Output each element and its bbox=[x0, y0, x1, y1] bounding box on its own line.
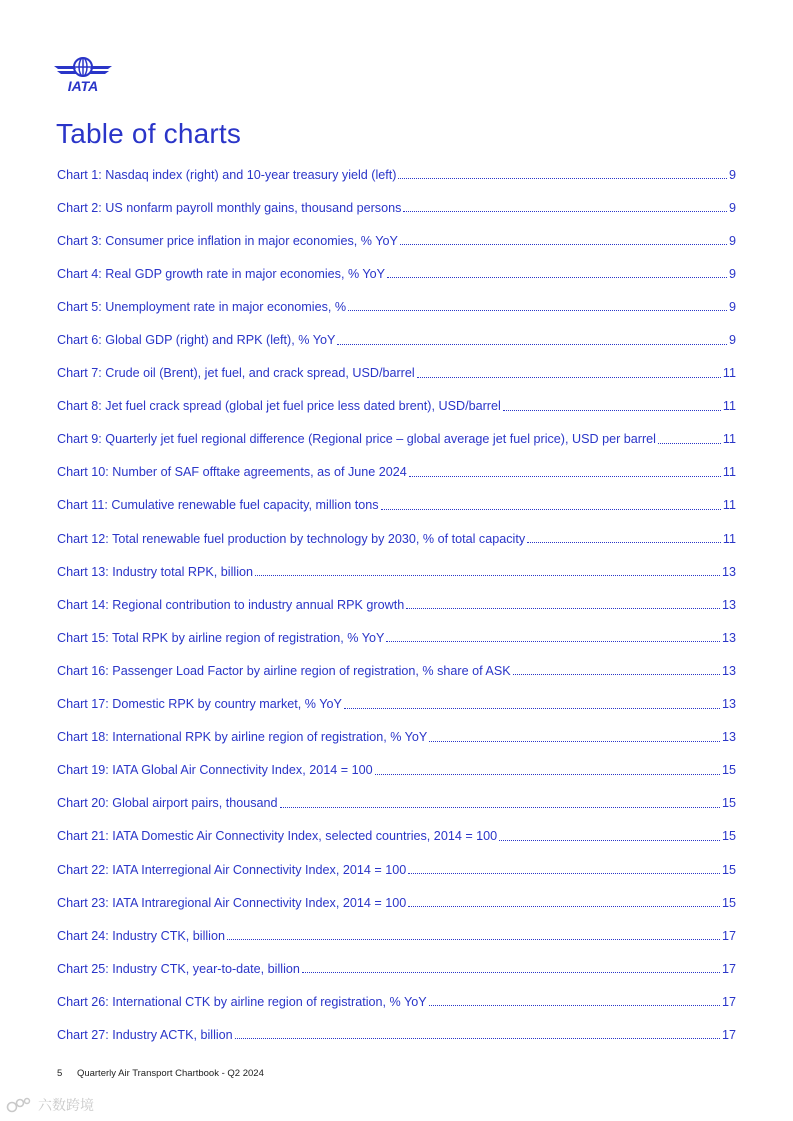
footer-title: Quarterly Air Transport Chartbook - Q2 2024 bbox=[76, 1068, 264, 1079]
toc-entry-page[interactable]: 9 bbox=[728, 200, 736, 215]
toc-entry-page[interactable]: 15 bbox=[721, 763, 736, 778]
toc-entry[interactable] bbox=[57, 754, 736, 787]
toc-entry[interactable] bbox=[57, 919, 736, 952]
toc-entry[interactable] bbox=[57, 721, 736, 754]
toc-entry[interactable] bbox=[57, 390, 736, 423]
toc-entry-page[interactable]: 15 bbox=[721, 862, 736, 877]
toc-entry[interactable] bbox=[57, 787, 736, 820]
toc-entry-label[interactable]: Chart 12: Total renewable fuel production by technology by 2030, % of total capacity bbox=[57, 531, 526, 546]
toc-entry-label[interactable]: Chart 6: Global GDP (right) and RPK (left), % YoY bbox=[57, 333, 336, 348]
toc-dot-leader bbox=[503, 410, 721, 411]
toc-dot-leader bbox=[408, 906, 720, 907]
toc-entry-label[interactable]: Chart 8: Jet fuel crack spread (global jet fuel price less dated brent), USD/barrel bbox=[57, 399, 501, 414]
toc-entry-label[interactable]: Chart 22: IATA Interregional Air Connectivity Index, 2014 = 100 bbox=[57, 862, 407, 877]
toc-entry-page[interactable]: 15 bbox=[721, 829, 736, 844]
toc-entry[interactable] bbox=[57, 555, 736, 588]
toc-entry[interactable] bbox=[57, 224, 736, 257]
toc-entry[interactable] bbox=[57, 456, 736, 489]
toc-entry[interactable] bbox=[57, 886, 736, 919]
table-of-charts bbox=[57, 158, 736, 1052]
toc-entry-page[interactable]: 11 bbox=[722, 366, 736, 381]
toc-dot-leader bbox=[429, 741, 720, 742]
toc-dot-leader bbox=[403, 211, 727, 212]
toc-dot-leader bbox=[429, 1005, 720, 1006]
toc-entry-page[interactable]: 13 bbox=[721, 597, 736, 612]
toc-entry-label[interactable]: Chart 10: Number of SAF offtake agreements, as of June 2024 bbox=[57, 465, 407, 480]
toc-entry[interactable] bbox=[57, 158, 736, 191]
toc-entry-label[interactable]: Chart 19: IATA Global Air Connectivity Index, 2014 = 100 bbox=[57, 763, 373, 778]
toc-entry[interactable] bbox=[57, 952, 736, 985]
toc-entry-label[interactable]: Chart 1: Nasdaq index (right) and 10-year treasury yield (left) bbox=[57, 167, 397, 182]
toc-entry-page[interactable]: 9 bbox=[728, 299, 736, 314]
toc-entry-page[interactable]: 15 bbox=[721, 895, 736, 910]
toc-entry-label[interactable]: Chart 11: Cumulative renewable fuel capacity, million tons bbox=[57, 498, 379, 513]
toc-dot-leader bbox=[408, 873, 720, 874]
toc-entry-page[interactable]: 9 bbox=[728, 266, 736, 281]
toc-entry[interactable] bbox=[57, 423, 736, 456]
toc-entry-page[interactable]: 13 bbox=[721, 730, 736, 745]
toc-entry-label[interactable]: Chart 13: Industry total RPK, billion bbox=[57, 564, 253, 579]
footer-page-number: 5 bbox=[57, 1068, 63, 1079]
toc-dot-leader bbox=[235, 1038, 720, 1039]
toc-entry[interactable] bbox=[57, 257, 736, 290]
toc-entry[interactable] bbox=[57, 357, 736, 390]
toc-entry-label[interactable]: Chart 23: IATA Intraregional Air Connectivity Index, 2014 = 100 bbox=[57, 895, 407, 910]
toc-dot-leader bbox=[375, 774, 720, 775]
toc-entry-page[interactable]: 13 bbox=[721, 697, 736, 712]
toc-dot-leader bbox=[255, 575, 720, 576]
toc-entry-page[interactable]: 17 bbox=[721, 928, 736, 943]
toc-entry-label[interactable]: Chart 27: Industry ACTK, billion bbox=[57, 1027, 233, 1042]
toc-dot-leader bbox=[227, 939, 720, 940]
watermark-logo-icon bbox=[6, 1096, 36, 1114]
toc-entry[interactable] bbox=[57, 621, 736, 654]
toc-entry-page[interactable]: 17 bbox=[721, 961, 736, 976]
toc-entry-label[interactable]: Chart 9: Quarterly jet fuel regional difference (Regional price – global average jet fuel price), USD per barrel bbox=[57, 432, 656, 447]
toc-entry-label[interactable]: Chart 14: Regional contribution to industry annual RPK growth bbox=[57, 597, 405, 612]
toc-entry-label[interactable]: Chart 21: IATA Domestic Air Connectivity Index, selected countries, 2014 = 100 bbox=[57, 829, 498, 844]
toc-entry-label[interactable]: Chart 7: Crude oil (Brent), jet fuel, and crack spread, USD/barrel bbox=[57, 366, 415, 381]
watermark bbox=[6, 1094, 94, 1116]
toc-entry-page[interactable]: 13 bbox=[721, 663, 736, 678]
toc-dot-leader bbox=[658, 443, 721, 444]
toc-dot-leader bbox=[513, 674, 720, 675]
toc-entry-page[interactable]: 9 bbox=[728, 333, 736, 348]
toc-entry-page[interactable]: 11 bbox=[722, 498, 736, 513]
toc-entry-page[interactable]: 11 bbox=[722, 531, 736, 546]
toc-dot-leader bbox=[387, 277, 727, 278]
toc-entry[interactable] bbox=[57, 290, 736, 323]
toc-entry-label[interactable]: Chart 20: Global airport pairs, thousand bbox=[57, 796, 278, 811]
toc-entry[interactable] bbox=[57, 853, 736, 886]
logo-text: IATA bbox=[67, 78, 99, 94]
toc-entry-label[interactable]: Chart 5: Unemployment rate in major economies, % bbox=[57, 299, 347, 314]
toc-entry[interactable] bbox=[57, 985, 736, 1018]
toc-entry-label[interactable]: Chart 17: Domestic RPK by country market, % YoY bbox=[57, 697, 342, 712]
toc-dot-leader bbox=[386, 641, 720, 642]
toc-dot-leader bbox=[337, 344, 727, 345]
toc-dot-leader bbox=[381, 509, 721, 510]
toc-entry-label[interactable]: Chart 16: Passenger Load Factor by airline region of registration, % share of ASK bbox=[57, 663, 511, 678]
toc-entry[interactable] bbox=[57, 191, 736, 224]
toc-entry-label[interactable]: Chart 3: Consumer price inflation in major economies, % YoY bbox=[57, 233, 398, 248]
toc-entry-page[interactable]: 13 bbox=[721, 564, 736, 579]
toc-entry[interactable] bbox=[57, 588, 736, 621]
toc-entry[interactable] bbox=[57, 820, 736, 853]
toc-entry-page[interactable]: 9 bbox=[728, 167, 736, 182]
toc-entry-label[interactable]: Chart 18: International RPK by airline region of registration, % YoY bbox=[57, 730, 428, 745]
toc-entry-page[interactable]: 13 bbox=[721, 630, 736, 645]
toc-dot-leader bbox=[406, 608, 720, 609]
toc-dot-leader bbox=[398, 178, 727, 179]
toc-entry-label[interactable]: Chart 26: International CTK by airline region of registration, % YoY bbox=[57, 994, 427, 1009]
toc-dot-leader bbox=[409, 476, 721, 477]
toc-entry-page[interactable]: 11 bbox=[722, 399, 736, 414]
toc-dot-leader bbox=[417, 377, 721, 378]
page-title: Table of charts bbox=[56, 118, 242, 149]
toc-entry-page[interactable]: 15 bbox=[721, 796, 736, 811]
toc-dot-leader bbox=[499, 840, 720, 841]
toc-dot-leader bbox=[400, 244, 727, 245]
toc-entry[interactable] bbox=[57, 323, 736, 356]
toc-entry-label[interactable]: Chart 25: Industry CTK, year-to-date, billion bbox=[57, 961, 300, 976]
iata-globe-icon bbox=[52, 52, 114, 94]
toc-entry-label[interactable]: Chart 2: US nonfarm payroll monthly gains, thousand persons bbox=[57, 200, 402, 215]
toc-entry[interactable] bbox=[57, 688, 736, 721]
toc-entry[interactable] bbox=[57, 522, 736, 555]
toc-entry-page[interactable]: 17 bbox=[721, 994, 736, 1009]
toc-dot-leader bbox=[527, 542, 721, 543]
toc-dot-leader bbox=[344, 708, 720, 709]
page-footer bbox=[57, 1068, 264, 1079]
toc-dot-leader bbox=[280, 807, 720, 808]
toc-dot-leader bbox=[348, 310, 727, 311]
toc-entry-page[interactable]: 9 bbox=[728, 233, 736, 248]
toc-entry[interactable] bbox=[57, 1018, 736, 1051]
toc-dot-leader bbox=[302, 972, 720, 973]
toc-entry-label[interactable]: Chart 4: Real GDP growth rate in major economies, % YoY bbox=[57, 266, 386, 281]
iata-logo bbox=[52, 52, 114, 94]
watermark-text: 六数跨境 bbox=[38, 1097, 94, 1113]
toc-entry-page[interactable]: 17 bbox=[721, 1027, 736, 1042]
toc-entry-page[interactable]: 11 bbox=[722, 465, 736, 480]
toc-entry-page[interactable]: 11 bbox=[722, 432, 736, 447]
toc-entry-label[interactable]: Chart 24: Industry CTK, billion bbox=[57, 928, 225, 943]
toc-entry[interactable] bbox=[57, 489, 736, 522]
toc-entry[interactable] bbox=[57, 654, 736, 687]
toc-entry-label[interactable]: Chart 15: Total RPK by airline region of registration, % YoY bbox=[57, 630, 385, 645]
